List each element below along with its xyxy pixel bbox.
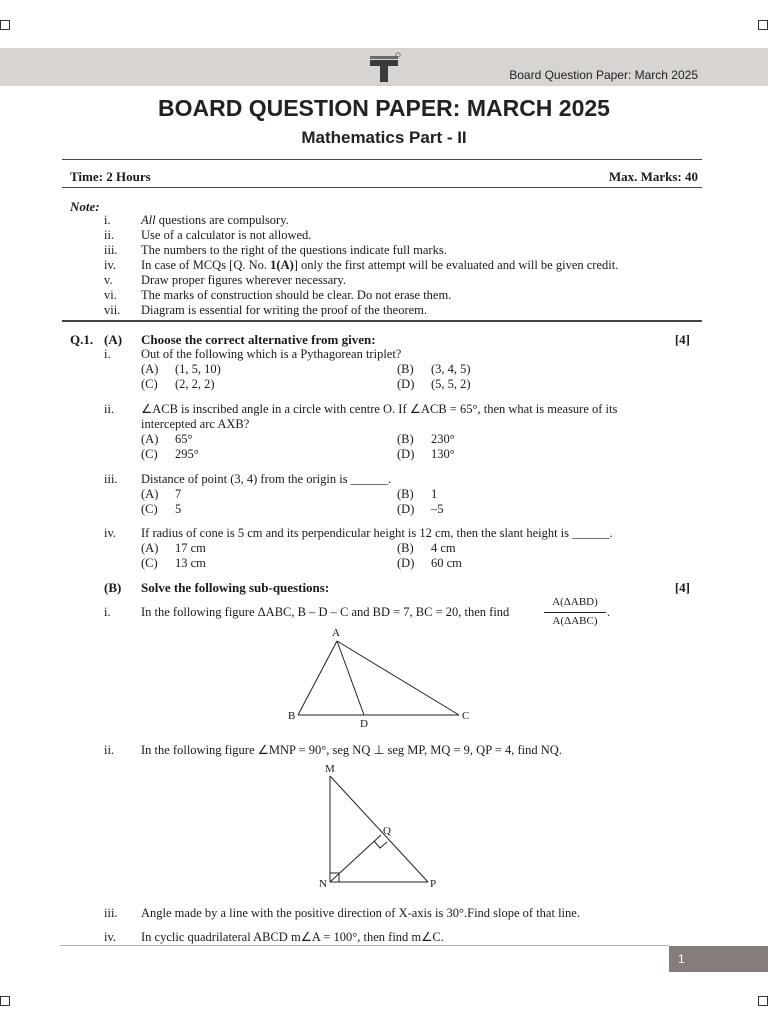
fraction-bar [544, 612, 606, 613]
mcq-option-letter: (D) [397, 556, 415, 570]
q1b-iii-num: iii. [104, 906, 118, 920]
mcq-option-letter: (C) [141, 502, 158, 516]
mcq-option-letter: (A) [141, 362, 159, 376]
mcq-question-text: Out of the following which is a Pythagorean triplet? [141, 347, 402, 361]
crop-mark-bottom-left [0, 996, 10, 1006]
note-item-number: ii. [104, 228, 115, 242]
mcq-option-letter: (C) [141, 556, 158, 570]
mcq-number: i. [104, 347, 111, 361]
mcq-option-value: 230° [431, 432, 455, 446]
note-item-text [141, 213, 289, 228]
mcq-option-value: 7 [175, 487, 182, 501]
mcq-question-text: intercepted arc AXB? [141, 417, 250, 431]
mcq-option-value: 4 cm [431, 541, 456, 555]
footer-rule [60, 945, 669, 946]
running-header: Board Question Paper: March 2025 [509, 68, 698, 82]
page-subtitle: Mathematics Part - II [301, 128, 467, 147]
note-item-number: iii. [104, 243, 118, 257]
mcq-option [397, 556, 462, 571]
mcq-option-letter: (A) [141, 541, 159, 555]
mcq-option-value: 295° [175, 447, 199, 461]
mcq-option-value: (2, 2, 2) [175, 377, 215, 391]
note-item-rest: The marks of construction should be clear. Do not erase them. [141, 288, 452, 302]
note-item-text [141, 258, 618, 273]
mcq-option [141, 447, 199, 462]
mcq-option [397, 362, 471, 377]
rule-section [62, 320, 702, 322]
rule-top [62, 159, 702, 160]
q1b-ii-num: ii. [104, 743, 115, 757]
mcq-question-text: ∠ACB is inscribed angle in a circle with centre O. If ∠ACB = 65°, then what is measure of its [141, 402, 618, 416]
note-item-number: vi. [104, 288, 117, 302]
mcq-number: iii. [104, 472, 118, 486]
mcq-question-text: Distance of point (3, 4) from the origin is ______. [141, 472, 392, 486]
mcq-option-letter: (A) [141, 487, 159, 501]
mcq-option [397, 487, 437, 502]
q1a-marks: [4] [674, 332, 690, 347]
q1b-i-num: i. [104, 605, 111, 619]
q1b-ii-text: In the following figure ∠MNP = 90°, seg NQ ⊥ seg MP, MQ = 9, QP = 4, find NQ. [141, 743, 562, 757]
mcq-option-letter: (D) [397, 377, 415, 391]
fraction-trail: . [607, 605, 611, 619]
fig1-label-a: A [332, 627, 340, 639]
note-item-text [141, 303, 427, 318]
mcq-option-value: (1, 5, 10) [175, 362, 221, 376]
mcq-option-value: 17 cm [175, 541, 206, 555]
q1a-heading: Choose the correct alternative from given: [141, 332, 376, 347]
q1-label: Q.1. [70, 332, 94, 347]
mcq-option [397, 447, 455, 462]
fig2-label-p: P [430, 878, 437, 890]
note-item-text [141, 288, 451, 303]
fig1-label-b: B [288, 710, 296, 722]
mcq-option [141, 362, 221, 377]
mcq-option [397, 377, 471, 392]
mcq-option-letter: (B) [397, 362, 414, 376]
fraction-numerator: A(ΔABD) [552, 596, 598, 608]
mcq-option [397, 502, 444, 517]
note-item-number: iv. [104, 258, 117, 272]
q1b-heading: Solve the following sub-questions: [141, 580, 330, 595]
note-item-post: ] only the first attempt will be evaluated and will be given credit. [293, 258, 619, 272]
mcq-option [141, 502, 181, 517]
q1b-i-text: In the following figure ΔABC, B – D – C and BD = 7, BC = 20, then find [141, 605, 510, 619]
mcq-option-letter: (A) [141, 432, 159, 446]
mcq-option-letter: (B) [397, 541, 414, 555]
figure-right-triangle-mnp [315, 762, 445, 892]
mcq-option [141, 541, 206, 556]
q1b-iv-num: iv. [104, 930, 117, 944]
crop-mark-top-left [0, 20, 10, 30]
mcq-option-letter: (C) [141, 447, 158, 461]
mcq-option-value: (3, 4, 5) [431, 362, 471, 376]
page-number: 1 [678, 952, 685, 966]
rule-mid [62, 187, 702, 188]
note-item-rest: The numbers to the right of the questions indicate full marks. [141, 243, 447, 257]
note-item-text [141, 273, 346, 288]
q1b-label: (B) [104, 580, 122, 595]
fig1-label-c: C [462, 710, 470, 722]
mcq-option-value: 60 cm [431, 556, 462, 570]
time-label: Time: 2 Hours [70, 169, 151, 184]
note-item-number: v. [104, 273, 113, 287]
crop-mark-bottom-right [758, 996, 768, 1006]
note-item-rest: questions are compulsory. [155, 213, 289, 227]
mcq-option [141, 556, 206, 571]
q1b-iv-text: In cyclic quadrilateral ABCD m∠A = 100°, then find m∠C. [141, 930, 444, 944]
mcq-option-value: 65° [175, 432, 193, 446]
note-item-pre: In case of MCQs [Q. No. [141, 258, 271, 272]
note-item-text [141, 243, 447, 258]
mcq-option [141, 432, 193, 447]
mcq-option-letter: (B) [397, 487, 414, 501]
mcq-option [397, 541, 456, 556]
mcq-option [141, 487, 181, 502]
mcq-option-value: –5 [431, 502, 444, 516]
mcq-number: ii. [104, 402, 115, 416]
mcq-number: iv. [104, 526, 117, 540]
note-label: Note: [70, 199, 100, 214]
note-item-number: vii. [104, 303, 121, 317]
note-item-emphasis: All [141, 213, 156, 227]
note-item-rest: Draw proper figures wherever necessary. [141, 273, 346, 287]
mcq-option-value: (5, 5, 2) [431, 377, 471, 391]
mcq-option-value: 1 [431, 487, 438, 501]
note-item-text [141, 228, 311, 243]
mcq-option-value: 5 [175, 502, 182, 516]
fraction-denominator: A(ΔABC) [552, 615, 598, 627]
note-item-rest: Diagram is essential for writing the proof of the theorem. [141, 303, 428, 317]
note-item-rest: Use of a calculator is not allowed. [141, 228, 312, 242]
mcq-option-letter: (B) [397, 432, 414, 446]
mcq-option-letter: (C) [141, 377, 158, 391]
mcq-option-value: 130° [431, 447, 455, 461]
fig1-label-d: D [360, 718, 368, 730]
crop-mark-top-right [758, 20, 768, 30]
fig2-label-n: N [319, 878, 327, 890]
q1b-iii-text: Angle made by a line with the positive direction of X-axis is 30°.Find slope of that line. [141, 906, 580, 920]
note-item-number: i. [104, 213, 111, 227]
mcq-question-text: If radius of cone is 5 cm and its perpendicular height is 12 cm, then the slant height is ______. [141, 526, 613, 540]
mcq-option [397, 432, 455, 447]
fig2-label-m: M [325, 763, 335, 775]
page-title: BOARD QUESTION PAPER: MARCH 2025 [158, 95, 610, 121]
q1b-marks: [4] [674, 580, 690, 595]
mcq-option-letter: (D) [397, 447, 415, 461]
target-publications-logo-icon [368, 52, 402, 89]
max-marks-label: Max. Marks: 40 [608, 169, 698, 184]
q1a-label: (A) [104, 332, 123, 347]
fig2-label-q: Q [383, 825, 391, 837]
mcq-option-letter: (D) [397, 502, 415, 516]
figure-triangle-abc [280, 624, 480, 730]
mcq-option-value: 13 cm [175, 556, 206, 570]
mcq-option [141, 377, 215, 392]
note-item-strong: 1(A) [270, 258, 294, 272]
